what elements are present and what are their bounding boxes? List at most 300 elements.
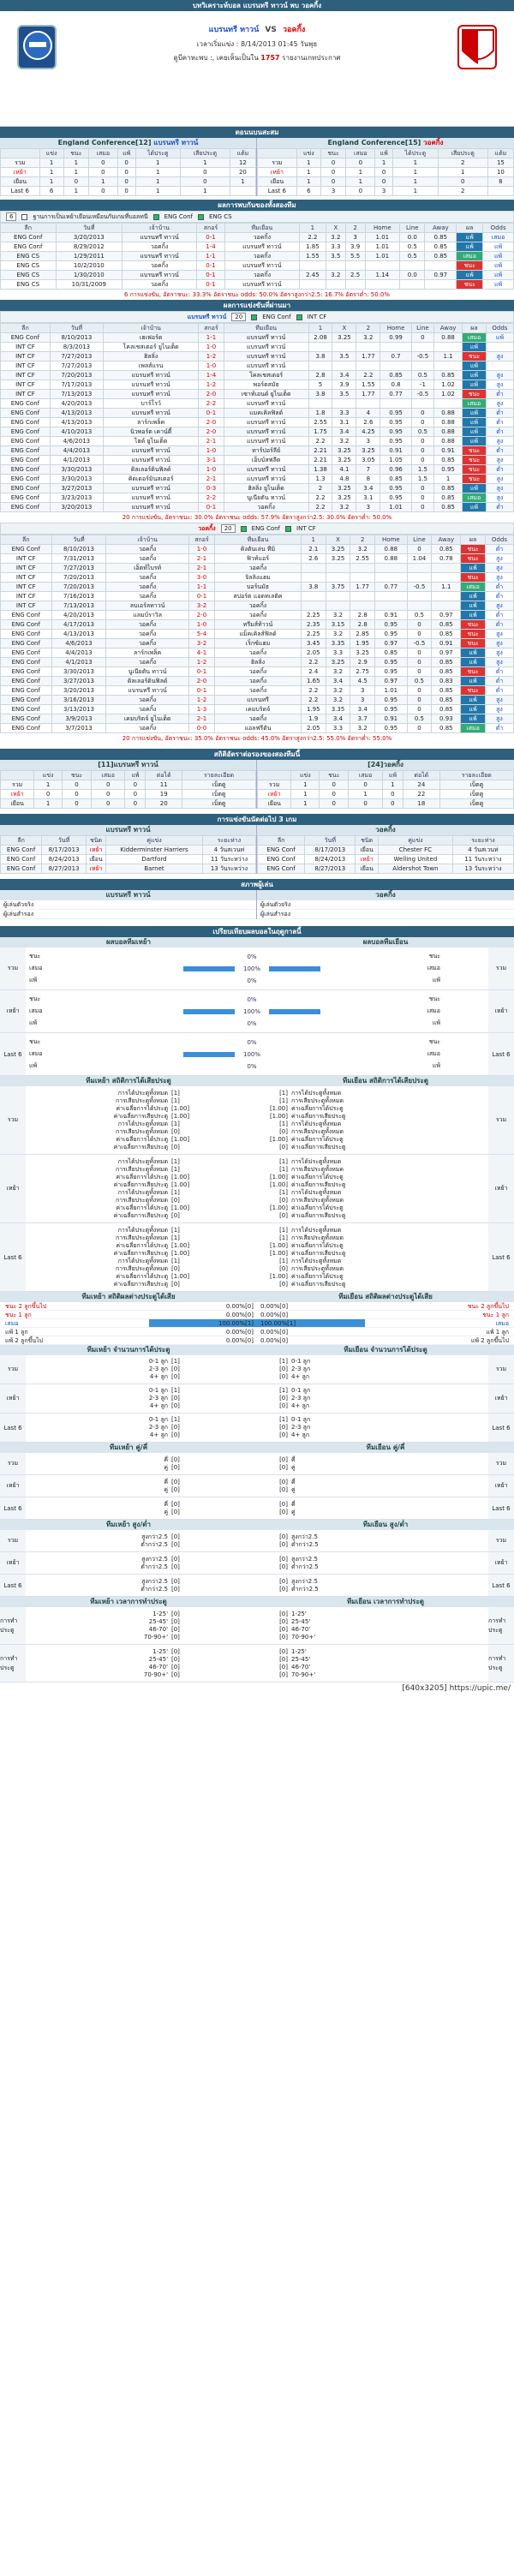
recent-home-team[interactable]: แบรนทรี ทาวน์ [187,313,227,320]
standings-cell: 1 [135,177,180,187]
away-team-cell[interactable]: แบรนทรี ทาวน์ [224,418,308,427]
opponent-cell[interactable]: Kidderminster Harriers [106,846,203,855]
match-col-header: Odds [486,324,513,333]
standings-cell: 0 [346,158,375,168]
match-header-row [1,324,514,333]
away-team-cell[interactable]: วอคกิ้ง [215,611,302,620]
standings-row-label: รวม [1,158,40,168]
match-cell: INT CF [1,554,52,564]
compare-cat-right: ชนะ [428,1038,440,1045]
home-team-cell[interactable]: แบรนทรี ทาวน์ [103,484,198,493]
standings-cell: 22 [403,790,440,799]
away-team-cell[interactable]: แบรนทรี [215,696,302,705]
home-team-cell[interactable]: ดิลเลอร์ดินฟิลด์ [106,677,188,686]
upcoming-cell: ENG Conf [1,855,42,864]
stat-line-row [26,1431,488,1439]
injuries-left-row1 [0,900,256,910]
standings-cell: 1 [346,168,375,177]
match-cell: 2.25 [301,611,326,620]
compare-bar-fill [183,1009,235,1014]
match-cell [411,343,433,352]
away-team-cell[interactable]: วอคกิ้ง [215,601,302,611]
match-cell: 0.95 [380,427,411,437]
recent-title: ผลการแข่งขันที่ผ่านมา [0,300,514,311]
recent-away-check1[interactable] [241,526,247,532]
away-team-cell[interactable]: แบรนทรี ทาวน์ [224,362,308,371]
away-team-cell[interactable]: แบรนทรี ทาวน์ [224,242,299,252]
match-row [1,545,514,554]
match-cell [375,601,408,611]
match-cell: 0.96 [380,465,411,475]
away-team-cell[interactable]: แบรนทรี ทาวน์ [224,352,308,362]
stat-lines [26,1497,488,1519]
diff-val-right: 0.00%[0] [260,1303,289,1310]
stat-label-right: 2-3 ลูก [291,1424,311,1431]
opponent-cell[interactable]: Dartford [106,855,203,864]
away-team-cell[interactable]: วอคกิ้ง [215,648,302,658]
standings-row [1,799,256,809]
stat-label-right: คู่ [291,1508,296,1515]
recent-home-check2[interactable] [296,314,302,320]
match-cell: 0.95 [380,493,411,503]
home-team-cell[interactable]: วอคกิ้ง [106,583,188,592]
stat-value-right: [0] [279,1533,288,1540]
stat-line-row [26,1509,488,1516]
stat-label-left: ค่าเฉลี่ยการเสียประตู [113,1211,168,1219]
stat-value-right: [0] [279,1264,288,1272]
standings-row [258,780,514,790]
stat-label-right: การเสียประตูทั้งหมด [291,1196,344,1204]
match-cell: 0 [411,418,433,427]
away-team-cell[interactable]: วอคกิ้ง [215,714,302,724]
stat-label-left: สูงกว่า2.5 [141,1577,168,1585]
match-cell: 3.3 [326,648,350,658]
stat-line-row [26,1618,488,1626]
away-team-cell[interactable]: ทรีมส์ท้าวน์ [215,620,302,630]
match-cell: 10/2/2010 [56,261,123,271]
home-team-cell[interactable]: แบรนทรี ทาวน์ [103,409,198,418]
standings-row [1,168,256,177]
match-cell: 3.2 [326,630,350,639]
away-team-cell[interactable]: แบรนทรี ทาวน์ [224,333,308,343]
match-cell: 0.5 [407,677,432,686]
standings-cell: เบ็ตตู [182,790,255,799]
compare-row [0,1033,514,1076]
stat-side-left: รวม [0,1355,26,1384]
inj-r-r2: ผู้เล่นสำรอง [260,911,291,917]
stat-value-right: [0] [279,1211,288,1219]
match-cell [432,592,461,601]
home-team-cell[interactable]: ลาร์กเพล็ค [106,648,188,658]
standings-col-header: ต่อได้ [146,771,182,780]
away-team-cell[interactable]: นูเนียตัน ทาวน์ [224,493,308,503]
match-cell: 0.88 [434,333,463,343]
stat-value-right: [1] [279,1165,288,1173]
stat-value-left: [1.00] [171,1173,190,1180]
match-cell: 3.2 [350,724,375,733]
away-team-cell[interactable]: แบรนทรี ทาวน์ [224,343,308,352]
stat-value-right: [0] [279,1431,288,1438]
stat-value-right: [1] [279,1226,288,1234]
home-team-cell[interactable]: วอคกิ้ง [106,696,188,705]
match-cell: 1.3 [308,475,332,484]
away-team-cell[interactable]: โคลเชสเตอร์ [224,371,308,380]
home-team-cell[interactable]: แบรนทรี ทาวน์ [103,456,198,465]
home-team-cell[interactable]: วอคกิ้ง [106,620,188,630]
match-cell: 2.9 [350,658,375,667]
stat-label-right: 2-3 ลูก [291,1395,311,1402]
match-cell: 3.2 [326,667,350,677]
match-cell: เสมอ [461,583,486,592]
match-cell: 7/27/2013 [50,352,103,362]
stat-line-row [26,1250,488,1258]
home-team-cell[interactable]: วอคกิ้ง [106,554,188,564]
home-team-cell[interactable]: บาร์โรว์ [103,399,198,409]
stat-side-right: การทำ ประตู [488,1645,514,1682]
stat-label-left: 2-3 ลูก [148,1366,168,1372]
home-team-cell[interactable]: ลาร์กเพล็ค [103,418,198,427]
standings-cell: 0 [382,799,403,809]
home-team-cell[interactable]: แบรนทรี ทาวน์ [103,390,198,399]
away-team-cell[interactable]: วอคกิ้ง [224,503,308,512]
stat-label-left: 4+ ลูก [149,1373,168,1380]
match-cell: 4/20/2013 [51,611,106,620]
match-cell [308,362,332,371]
away-team-cell[interactable]: เซาท์เอนด์ ยูไนเต็ด [224,390,308,399]
home-team-cell[interactable]: แบรนทรี ทาวน์ [103,371,198,380]
compare-left-bar [29,1061,235,1071]
standings-col-header: แพ้ [117,149,135,158]
match-cell: ต่ำ [486,446,513,456]
away-team-cell[interactable]: บอร์นมัธ [215,583,302,592]
away-team-cell[interactable]: เคมบริดจ์ [215,705,302,714]
standings-cell: 0 [320,799,349,809]
home-team-cell[interactable]: ไฮด์ ยูไนเต็ด [103,437,198,446]
away-team-cell[interactable]: วอคกิ้ง [215,686,302,696]
standings-col-header: แข่ง [296,149,320,158]
stat-label-left: การได้ประตูทั้งหมด [117,1157,168,1165]
away-team-cell[interactable]: วอคกิ้ง [224,233,299,242]
home-team-cell[interactable]: วอคกิ้ง [106,545,188,554]
away-team-cell[interactable]: แมคเคิลฟิลด์ [224,409,308,418]
match-cell: 3.25 [350,648,375,658]
match-cell: 3/9/2013 [51,714,106,724]
stat-value-left: [1] [171,1157,180,1165]
stat-group [0,1475,514,1497]
home-team-cell[interactable]: วอคกิ้ง [106,592,188,601]
away-team-cell[interactable]: พอร์ตสมัธ [224,380,308,390]
away-team-cell[interactable]: แบรนทรี ทาวน์ [224,465,308,475]
away-team-cell[interactable]: แบรนทรี ทาวน์ [224,261,299,271]
match-cell: 10/31/2009 [56,280,123,290]
away-team-cell[interactable]: แบรนทรี ทาวน์ [224,280,299,290]
standings-cell: 0 [62,780,91,790]
match-cell: 3.2 [350,545,375,554]
upcoming-right-team[interactable]: วอคกิ้ง [257,825,514,835]
match-cell: 2.75 [350,667,375,677]
match-cell: สูง [485,573,513,583]
away-team-cell[interactable]: ฮิลลิ่ง ยูไนเต็ด [224,484,308,493]
away-team-cell[interactable]: จิลลิงแฮม [215,573,302,583]
home-team-cell[interactable]: นิวพอร์ต เคาน์ตี้ [103,427,198,437]
standings-cell: 1 [39,177,63,187]
match-col-header: ลีก [1,324,51,333]
compare-right-bar [269,1061,440,1071]
stat-value-right: [0] [279,1485,288,1493]
standings-col-blank [1,771,34,780]
home-team-cell[interactable]: ลบเอร์ลทาวน์ [106,601,188,611]
match-cell: แพ้ [461,601,486,611]
match-cell: สูง [485,639,513,648]
match-cell: 3.4 [356,484,380,493]
match-cell: 3.4 [326,677,350,686]
away-team-cell[interactable]: แม็คเคิลส์ฟิลด์ [215,630,302,639]
home-team-cell[interactable]: วอคกิ้ง [106,658,188,667]
opponent-cell[interactable]: Welling United [378,855,452,864]
home-team-cell[interactable]: แลมบ์ราวิล [106,611,188,620]
recent-home-count-select[interactable]: 20 [231,313,246,321]
stat-label-left: การเสียประตูทั้งหมด [115,1127,168,1135]
match-cell: INT CF [1,390,51,399]
home-team-cell[interactable]: แบรนทรี ทาวน์ [123,271,197,280]
match-cell [308,399,332,409]
match-cell: 7/20/2013 [51,573,106,583]
match-cell: ต่ำ [485,677,513,686]
home-team-cell[interactable]: ฮิลลิ่ง [103,352,198,362]
opponent-cell[interactable]: Barnet [106,864,203,874]
match-cell: 3.2 [326,696,350,705]
match-cell: 1.01 [375,686,408,696]
compare-bar-line [29,977,485,985]
stat-label-right: ค่าเฉลี่ยการเสียประตู [291,1143,346,1151]
meta-line [0,52,514,63]
stat-label-left: 1-25' [152,1610,168,1617]
away-team-cell[interactable]: แบรนทรี ทาวน์ [224,399,308,409]
stat-line-row [26,1664,488,1671]
away-team-cell[interactable]: วอคกิ้ง [215,677,302,686]
match-cell: 1.75 [308,427,332,437]
recent-away-count-select[interactable]: 20 [221,524,236,533]
stat-label-right: ต่ำกว่า2.5 [291,1585,319,1593]
home-team-cell[interactable]: เฮเฟอร์ด [103,333,198,343]
score-cell: 2-0 [188,611,214,620]
diff-label-right: ชนะ 2 ลูกขึ้นไป [467,1303,509,1310]
standings-cell: เบ็ตตู [182,799,255,809]
stat-line-row [26,1227,488,1234]
home-team-cell[interactable]: แบรนทรี ทาวน์ [103,446,198,456]
score-cell: 0-1 [197,271,225,280]
standings-cell: 11 [146,780,182,790]
match-cell: สูง [486,399,513,409]
home-team-cell[interactable]: แบรนทรี ทาวน์ [103,493,198,503]
match-cell: ชนะ [463,475,487,484]
match-cell: ชนะ [461,630,486,639]
match-col-header: ผล [461,535,486,545]
match-cell: 2.2 [308,503,332,512]
home-team-cell[interactable]: วอคกิ้ง [123,242,197,252]
h2h-check2[interactable] [198,214,204,220]
away-team-cell[interactable]: วอคกิ้ง [215,667,302,677]
stat-value-right: [0] [279,1577,288,1585]
stat-label-right: ค่าเฉลี่ยการได้ประตู [291,1272,344,1280]
away-team-cell[interactable]: วอคกิ้ง [224,271,299,280]
match-cell: 2.8 [350,611,375,620]
away-team-cell[interactable]: แบรนทรี ทาวน์ [224,475,308,484]
stat-value-right: [0] [279,1373,288,1380]
match-cell [301,564,326,573]
home-team-cell[interactable]: วอคกิ้ง [123,261,197,271]
match-cell: 0.85 [432,724,461,733]
upcoming-left-team[interactable]: แบรนทรี ทาวน์ [0,825,256,835]
home-team-name[interactable]: แบรนทรี ทาวน์ [208,26,260,34]
home-team-cell[interactable]: เอ็ตท์ไบรท์ [106,564,188,573]
h2h-count-select[interactable]: 6 [6,212,16,221]
stat-label-left: การเสียประตูทั้งหมด [115,1097,168,1104]
stat-label-right: ค่าเฉลี่ยการได้ประตู [291,1135,344,1143]
score-cell: 2-2 [199,493,224,503]
standings-col-header: ชนะ [320,149,345,158]
match-cell: 0.95 [375,696,408,705]
home-team-cell[interactable]: แบรนทรี ทาวน์ [103,503,198,512]
standings-row-label: เยือน [1,799,34,809]
away-team-name[interactable]: วอคกิ้ง [283,26,306,34]
recent-away-team[interactable]: วอคกิ้ง [198,524,216,532]
home-team-cell[interactable]: แบรนทรี ทาวน์ [123,252,197,261]
ou-left-head: ทีมเหย้า สูง/ต่ำ [0,1520,257,1530]
standings-cell: 1 [291,790,320,799]
match-cell: 8/10/2013 [50,333,103,343]
recent-away-check2[interactable] [285,526,291,532]
standings-cell: 1 [393,177,439,187]
stat-label-right: 2-3 ลูก [291,1366,311,1372]
stat-label-left: การเสียประตูทั้งหมด [115,1264,168,1272]
standings-cell: 1 [39,158,63,168]
stat-label-left: ค่าเฉลี่ยการได้ประตู [116,1173,168,1180]
match-row [1,611,514,620]
standings-cell: 1 [135,168,180,177]
home-team-cell[interactable]: คิดเดอร์มินสเตอร์ [103,475,198,484]
score-cell: 3-0 [188,573,214,583]
compare-center: 0% [247,953,257,960]
standings-cell: 2 [438,158,487,168]
opponent-cell[interactable]: Aldershot Town [378,864,452,874]
stat-group [0,1530,514,1552]
stat-lines [26,1607,488,1644]
away-team-cell[interactable]: แบรนทรี ทาวน์ [224,427,308,437]
standings-cell: 1 [438,168,487,177]
time-left-head: ทีมเหย้า เวลาการทำประตู [0,1597,257,1607]
stat-label-right: สูงกว่า2.5 [291,1577,318,1585]
opponent-cell[interactable]: Chester FC [378,846,452,855]
stat-line-row [26,1387,488,1395]
diff-label-right: เสมอ [495,1320,509,1327]
match-cell: ENG Conf [1,686,52,696]
match-cell: ENG CS [1,271,57,280]
away-team-cell[interactable]: แบรนทรี ทาวน์ [224,437,308,446]
upcoming-header-row [258,836,514,846]
recent-home-check1[interactable] [251,314,257,320]
match-cell: สูง [486,484,513,493]
stat-lines [26,1155,488,1222]
match-cell: 0 [411,333,433,343]
match-cell [326,280,345,290]
home-team-cell[interactable]: วอคกิ้ง [106,724,188,733]
home-team-cell[interactable]: วอคกิ้ง [106,573,188,583]
home-team-cell[interactable]: วอคกิ้ง [123,280,197,290]
stat-label-right: 46-70' [291,1663,311,1671]
standings-left-team[interactable]: แบรนทรี ทาวน์ [153,139,199,146]
stat-line-row [26,1578,488,1586]
home-team-cell[interactable]: วอคกิ้ง [106,630,188,639]
standings-right-team[interactable]: วอคกิ้ง [423,139,444,146]
compare-center: 100% [242,1007,260,1015]
home-team-cell[interactable]: เคมบริดจ์ ยูไนเต็ด [106,714,188,724]
stat-value-left: [1.00] [171,1204,190,1211]
match-col-header: เจ้าบ้าน [106,535,188,545]
match-header [0,11,514,127]
stat-label-left: 0-1 ลูก [148,1416,168,1423]
home-team-cell[interactable]: เพลส์แรน [103,362,198,371]
match-col-header: Home [380,324,411,333]
away-team-cell[interactable]: ฟิวท์แอร์ [215,554,302,564]
compare-left-bar [29,1049,235,1059]
compare-bar-line [29,1019,485,1028]
away-team-cell[interactable]: เร็กซ์แฮม [215,639,302,648]
home-team-cell[interactable]: วอคกิ้ง [106,705,188,714]
match-cell: สูง [485,554,513,564]
home-team-cell[interactable]: โคลเชสเตอร์ ยูไนเต็ด [103,343,198,352]
away-team-cell[interactable]: เอ็บบ์สฟลีต [224,456,308,465]
match-cell: 1.8 [308,409,332,418]
match-cell: ต่ำ [486,418,513,427]
compare-row-label-right: เหย้า [488,990,514,1032]
match-cell: 3.35 [326,705,350,714]
home-team-cell[interactable]: แบรนทรี ทาวน์ [123,233,197,242]
stat-side-right: เหย้า [488,1384,514,1413]
stat-value-right: [1.00] [269,1112,288,1120]
h2h-check1[interactable] [153,214,159,220]
match-cell: 0.95 [434,465,463,475]
standings-cell: 0 [92,780,125,790]
odds-right-head: [24]วอคกิ้ง [257,760,514,770]
match-cell: 7/16/2013 [51,592,106,601]
match-cell: 1.01 [365,242,400,252]
away-team-cell[interactable]: ฮิลลิ่ง [215,658,302,667]
away-team-cell[interactable]: ทาร์ปอร์ลีย์ [224,446,308,456]
away-team-cell[interactable]: สปอร์ต แอดทเลติค [215,592,302,601]
match-cell: 4/1/2013 [50,456,103,465]
home-team-cell[interactable]: วอคกิ้ง [106,639,188,648]
away-team-cell[interactable]: วอคกิ้ง [215,564,302,573]
away-team-cell[interactable]: แอลฟรีตัน [215,724,302,733]
stat-value-left: [0] [171,1485,180,1493]
h2h-samevenue-checkbox[interactable] [21,214,27,220]
away-team-cell[interactable]: ดิงตันเล่น ทีมิ [215,545,302,554]
match-cell: 1.5 [411,475,433,484]
stat-label-right: 25-45' [291,1655,311,1663]
home-team-cell[interactable]: แบรนทรี ทาวน์ [106,686,188,696]
match-cell: 2.35 [301,620,326,630]
stat-label-right: 70-90+' [291,1633,316,1641]
home-team-cell[interactable]: แบรนทรี ทาวน์ [103,380,198,390]
away-team-cell[interactable]: วอคกิ้ง [224,252,299,261]
match-cell: 7/20/2013 [50,371,103,380]
home-team-cell[interactable]: นูเนียตัน ทาวน์ [106,667,188,677]
standings-cell: 0 [34,790,63,799]
upcoming-col-header: ระยะห่าง [452,836,513,846]
diff-val-left: 0.00%[0] [225,1329,254,1336]
home-team-cell[interactable]: ดิลเลอร์ดินฟิลด์ [103,465,198,475]
